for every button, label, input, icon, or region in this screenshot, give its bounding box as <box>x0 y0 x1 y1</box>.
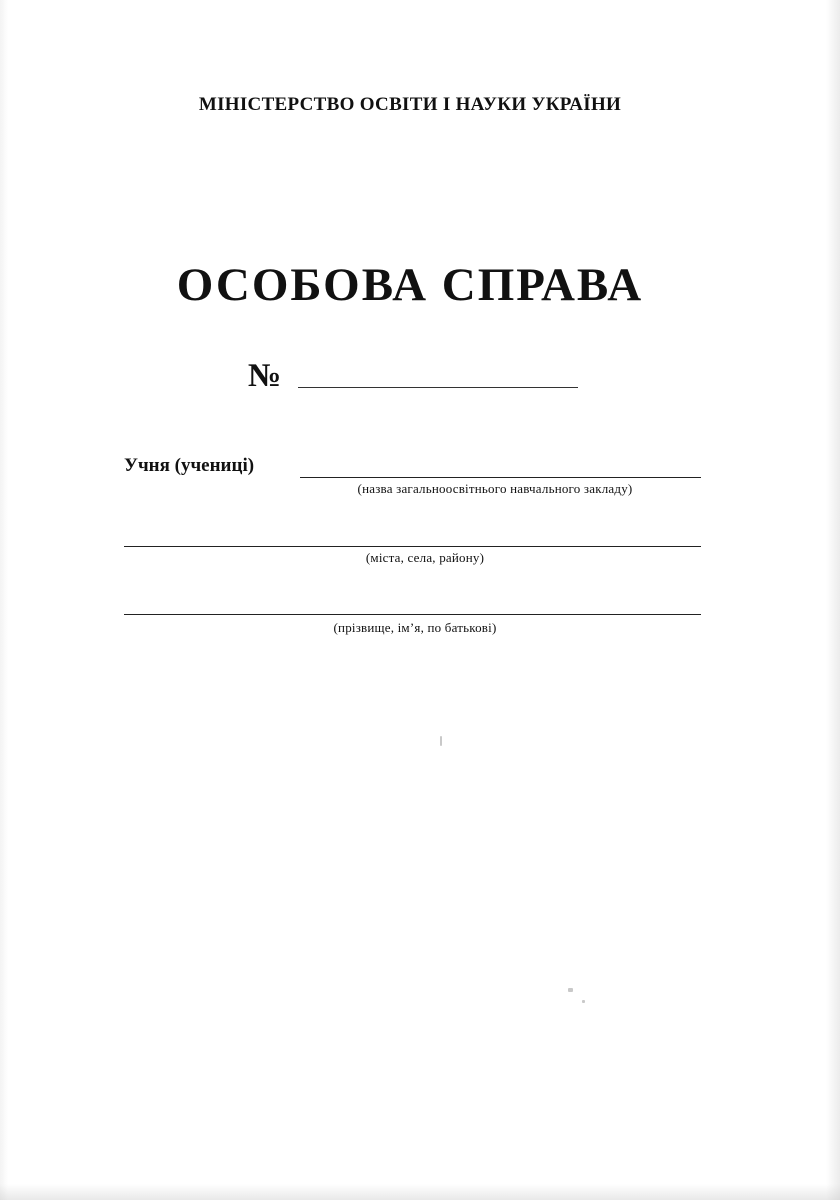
paper-speck <box>582 1000 585 1003</box>
case-number-blank <box>298 387 578 388</box>
paper-speck <box>568 988 573 992</box>
page-edge-left <box>0 0 8 1200</box>
page-edge-bottom <box>0 1184 840 1200</box>
page-title: ОСОБОВА СПРАВА <box>176 259 644 311</box>
city-caption: (міста, села, району) <box>365 550 485 565</box>
name-caption: (прізвище, ім’я, по батькові) <box>333 620 497 635</box>
page-edge-right <box>826 0 840 1200</box>
school-caption: (назва загальноосвітнього навчального закладу) <box>357 481 633 496</box>
paper-speck <box>440 736 442 746</box>
ministry-heading: МІНІСТЕРСТВО ОСВІТИ І НАУКИ УКРАЇНИ <box>198 94 622 115</box>
case-number-row <box>248 358 588 398</box>
school-blank <box>300 477 701 478</box>
number-sign: № <box>248 358 282 394</box>
student-label: Учня (учениці) <box>124 455 255 476</box>
city-blank <box>124 546 701 547</box>
name-blank <box>124 614 701 615</box>
